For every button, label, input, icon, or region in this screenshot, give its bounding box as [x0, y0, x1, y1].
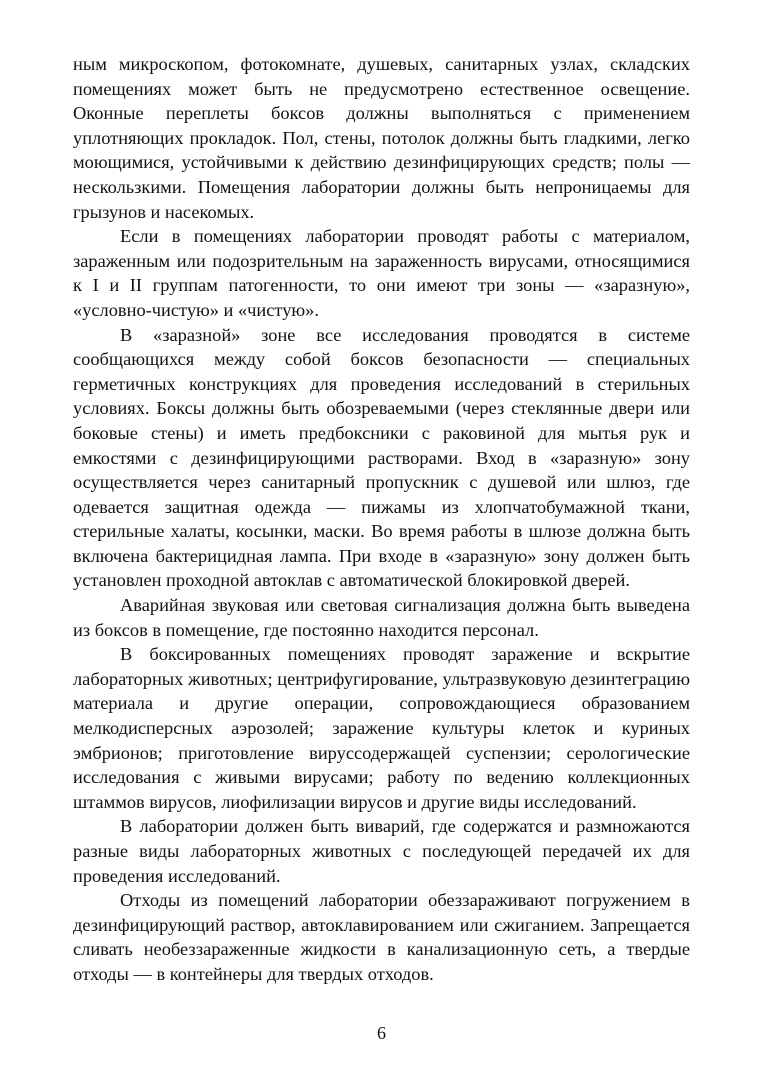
- paragraph-waste: Отходы из помещений лаборатории обеззараживают погружением в дезинфицирующий раствор, автоклавированием или сжиганием. Запрещается сливать необеззараженные жидкости в канализационную сеть, а твердые отходы — в контейнеры для твердых отходов.: [73, 890, 690, 984]
- paragraph-zones: Если в помещениях лаборатории проводят работы с материалом, зараженным или подозрительным на зараженность вирусами, относящимися к I и II группам патогенности, то они имеют три зоны — «заразную», «условно-чистую» и «чистую».: [73, 226, 690, 320]
- paragraph-vivarium: В лаборатории должен быть виварий, где содержатся и размножаются разные виды лабораторных животных с последующей передачей их для проведения исследований.: [73, 816, 690, 886]
- paragraph-infectious-zone: В «заразной» зоне все исследования проводятся в системе сообщающихся между собой боксов безопасности — специальных герметичных конструкциях для проведения исследований в стерильных условиях. Боксы должны быть обозреваемыми (через стеклянные двери или боковые стены) и иметь предбоксники с раковиной для мытья рук и емкостями с дезинфицирующими растворами. Вход в «заразную» зону осуществляется через санитарный пропускник с душевой или шлюз, где одевается защитная одежда — пижамы из хлопчатобумажной ткани, стерильные халаты, косынки, маски. Во время работы в шлюзе должна быть включена бактерицидная лампа. При входе в «заразную» зону должен быть установлен проходной автоклав с автоматической блокировкой дверей.: [73, 324, 690, 591]
- paragraph-boxed-rooms: В боксированных помещениях проводят заражение и вскрытие лабораторных животных; центрифугирование, ультразвуковую дезинтеграцию материала и другие операции, сопровождающиеся образованием мелкодисперсных аэрозолей; заражение культуры клеток и куриных эмбрионов; приготовление вируссодержащей суспензии; серологические исследования с живыми вирусами; работу по ведению коллекционных штаммов вирусов, лиофилизации вирусов и другие виды исследований.: [73, 644, 690, 812]
- paragraph-continuation: ным микроскопом, фотокомнате, душевых, санитарных узлах, складских помещениях может быть не предусмотрено естественное освещение. Оконные переплеты боксов должны выполняться с применением уплотняющих прокладок. Пол, стены, потолок должны быть гладкими, легко моющимися, устойчивыми к действию дезинфицирующих средств; полы — нескользкими. Помещения лаборатории должны быть непроницаемы для грызунов и насекомых.: [73, 54, 690, 222]
- paragraph-alarm: Аварийная звуковая или световая сигнализация должна быть выведена из боксов в помещение, где постоянно находится персонал.: [73, 595, 690, 640]
- page-number: 6: [377, 1023, 386, 1043]
- document-page: [73, 52, 690, 987]
